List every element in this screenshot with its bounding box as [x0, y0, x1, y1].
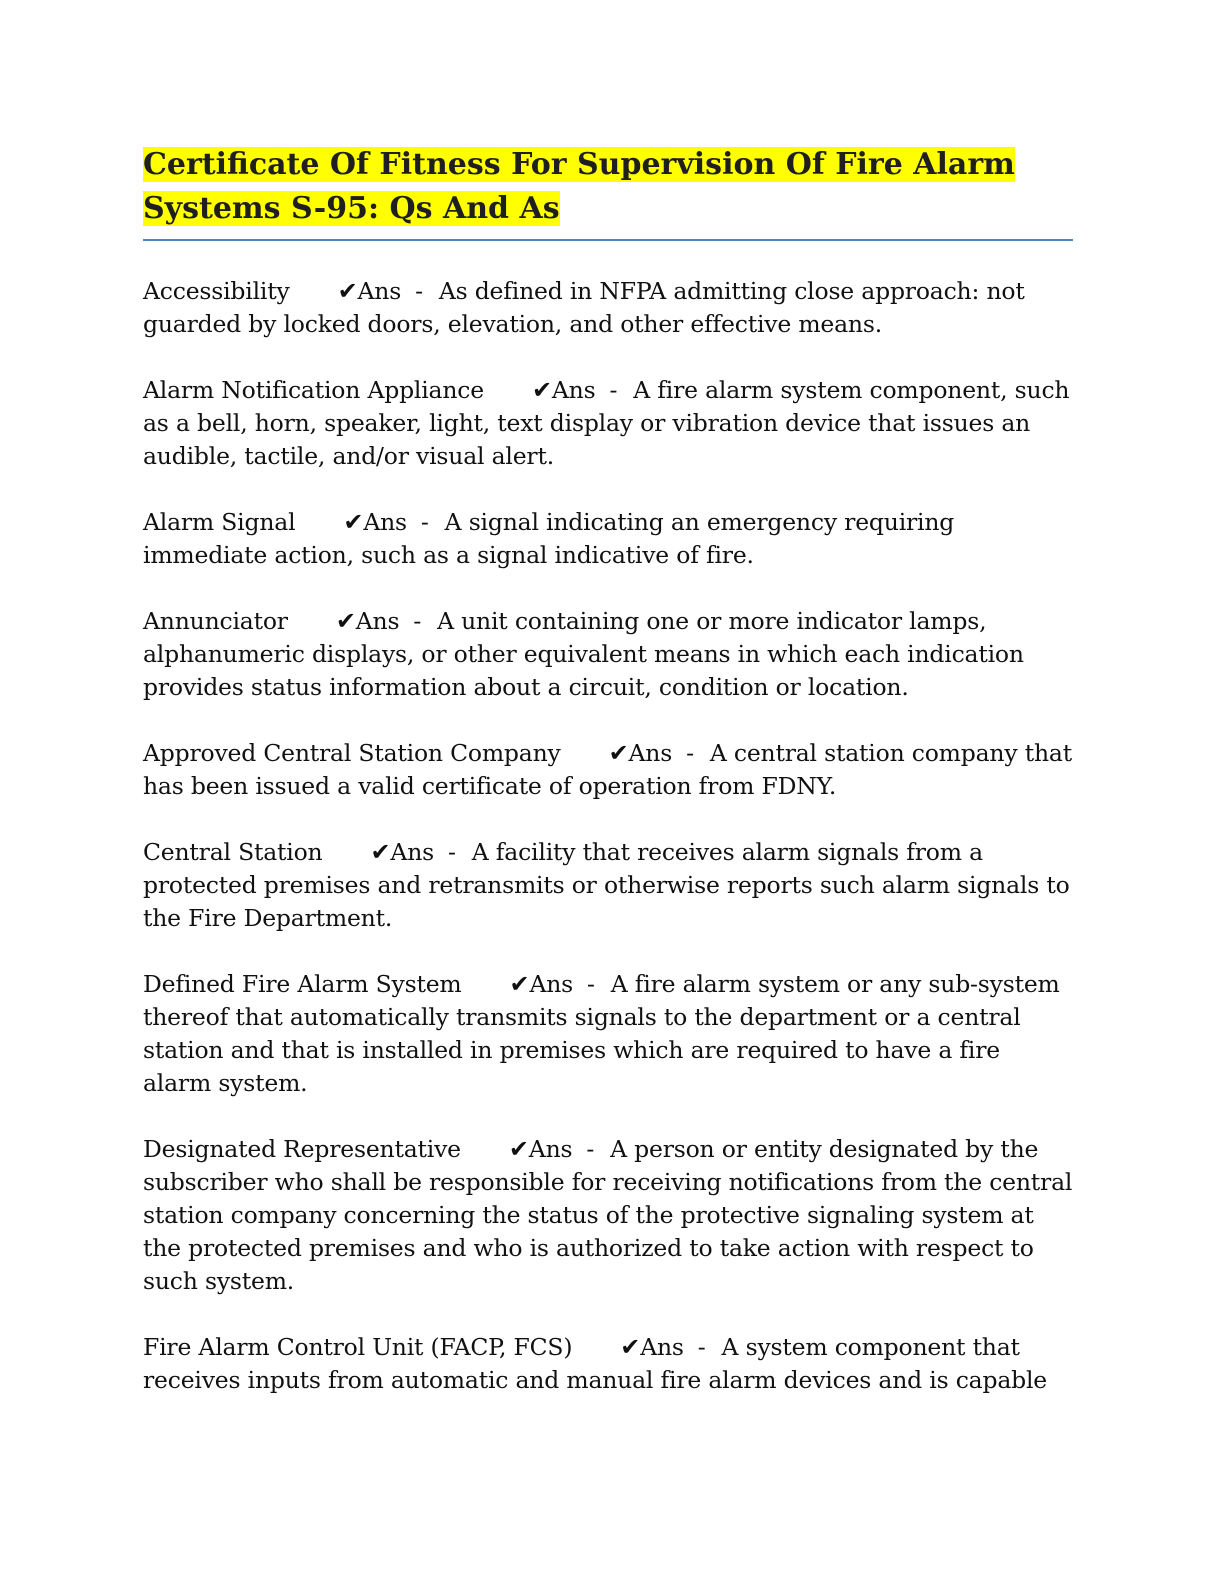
qa-entry — [143, 1133, 1073, 1298]
separator-dash: - — [587, 970, 595, 998]
ans-label: Ans — [529, 970, 574, 998]
qa-entry — [143, 968, 1073, 1100]
qa-term: Designated Representative — [143, 1135, 461, 1163]
page-title — [143, 143, 1073, 231]
title-block — [143, 143, 1073, 241]
qa-entry — [143, 506, 1073, 572]
qa-entry — [143, 836, 1073, 935]
check-mark-icon: ✔ — [335, 607, 356, 635]
qa-term: Defined Fire Alarm System — [143, 970, 462, 998]
qa-entry — [143, 275, 1073, 341]
check-mark-icon: ✔ — [343, 508, 364, 536]
highlighted-title-text: Certificate Of Fitness For Supervision Of Fire Alarm Systems S-95: Qs And As — [143, 147, 1015, 226]
check-mark-icon: ✔ — [508, 1135, 529, 1163]
qa-entry — [143, 605, 1073, 704]
qa-definition: As defined in NFPA admitting close approach: not guarded by locked doors, elevation, and other effective means. — [143, 277, 1025, 338]
qa-definition: A fire alarm system or any sub-system thereof that automatically transmits signals to the department or a central station and that is installed in premises which are required to have a fire alarm system. — [143, 970, 1060, 1097]
qa-term: Alarm Notification Appliance — [143, 376, 484, 404]
separator-dash: - — [686, 739, 694, 767]
qa-term: Alarm Signal — [143, 508, 296, 536]
qa-term: Annunciator — [143, 607, 288, 635]
ans-label: Ans — [357, 277, 402, 305]
qa-entry — [143, 1331, 1073, 1397]
ans-label: Ans — [363, 508, 407, 536]
check-mark-icon: ✔ — [608, 739, 629, 767]
check-mark-icon: ✔ — [620, 1333, 641, 1361]
qa-definition: A fire alarm system component, such as a bell, horn, speaker, light, text display or vibration device that issues an audible, tactile, and/or visual alert. — [143, 376, 1070, 470]
qa-definition: A unit containing one or more indicator lamps, alphanumeric displays, or other equivalent means in which each indication provides status information about a circuit, condition or location. — [143, 607, 1024, 701]
qa-definition: A signal indicating an emergency requiring immediate action, such as a signal indicative of fire. — [143, 508, 955, 569]
ans-label: Ans — [640, 1333, 684, 1361]
check-mark-icon: ✔ — [531, 376, 552, 404]
qa-term: Central Station — [143, 838, 323, 866]
ans-label: Ans — [528, 1135, 573, 1163]
ans-label: Ans — [628, 739, 673, 767]
qa-term: Fire Alarm Control Unit (FACP, FCS) — [143, 1333, 573, 1361]
check-mark-icon: ✔ — [337, 277, 358, 305]
check-mark-icon: ✔ — [370, 838, 391, 866]
ans-label: Ans — [551, 376, 596, 404]
separator-dash: - — [448, 838, 456, 866]
separator-dash: - — [420, 508, 429, 536]
qa-definition: A person or entity designated by the subscriber who shall be responsible for receiving notifications from the central station company concerning the status of the protective signaling system at the protected premises and who is authorized to take action with respect to such system. — [143, 1135, 1073, 1295]
separator-dash: - — [609, 376, 618, 404]
qa-term: Accessibility — [143, 277, 290, 305]
qa-entry — [143, 737, 1073, 803]
qa-term: Approved Central Station Company — [143, 739, 561, 767]
qa-definition: A facility that receives alarm signals from a protected premises and retransmits or otherwise reports such alarm signals to the Fire Department. — [143, 838, 1070, 932]
separator-dash: - — [415, 277, 423, 305]
ans-label: Ans — [390, 838, 434, 866]
qa-list — [143, 275, 1073, 1397]
check-mark-icon: ✔ — [509, 970, 530, 998]
separator-dash: - — [697, 1333, 706, 1361]
qa-definition: A central station company that has been issued a valid certificate of operation from FDNY. — [143, 739, 1072, 800]
ans-label: Ans — [355, 607, 400, 635]
qa-definition: A system component that receives inputs from automatic and manual fire alarm devices and is capable — [143, 1333, 1048, 1394]
qa-entry — [143, 374, 1073, 473]
document-page — [143, 143, 1073, 1430]
separator-dash: - — [586, 1135, 595, 1163]
separator-dash: - — [413, 607, 422, 635]
